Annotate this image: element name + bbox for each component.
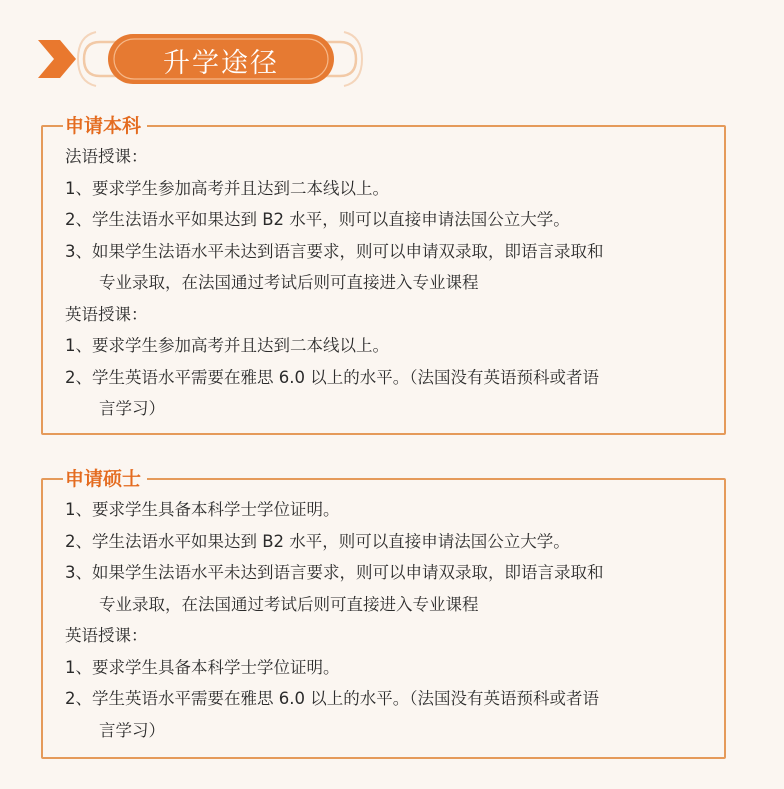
text-line: 1、要求学生具备本科学士学位证明。 bbox=[65, 657, 340, 677]
text-line: 2、学生英语水平需要在雅思 6.0 以上的水平。（法国没有英语预科或者语 bbox=[65, 367, 599, 387]
chevron-right-icon bbox=[38, 40, 76, 78]
text-line: 3、如果学生法语水平未达到语言要求，则可以申请双录取，即语言录取和 bbox=[65, 563, 604, 582]
text-line: 1、要求学生具备本科学士学位证明。 bbox=[65, 500, 340, 519]
section-title: 申请本科 bbox=[63, 113, 147, 139]
text-line: 2、学生英语水平需要在雅思 6.0 以上的水平。（法国没有英语预科或者语 bbox=[65, 689, 599, 708]
text-line: 英语授课： bbox=[65, 304, 148, 324]
text-line: 1、要求学生参加高考并且达到二本线以上。 bbox=[65, 178, 389, 198]
text-line: 2、学生法语水平如果达到 B2 水平，则可以直接申请法国公立大学。 bbox=[65, 210, 570, 229]
section-title: 申请硕士 bbox=[63, 466, 147, 492]
text-line: 专业录取，在法国通过考试后则可直接进入专业课程 bbox=[99, 273, 479, 292]
text-line: 1、要求学生参加高考并且达到二本线以上。 bbox=[65, 336, 389, 355]
section-master bbox=[41, 468, 726, 759]
section-undergraduate bbox=[41, 115, 726, 435]
text-line: 法语授课： bbox=[65, 147, 148, 166]
page-title: 升学途径 bbox=[163, 47, 279, 79]
text-line: 2、学生法语水平如果达到 B2 水平，则可以直接申请法国公立大学。 bbox=[65, 531, 570, 551]
text-line: 英语授课： bbox=[65, 626, 148, 645]
text-line: 言学习） bbox=[99, 720, 165, 740]
section-body bbox=[65, 141, 712, 425]
section-header bbox=[0, 0, 784, 110]
text-line: 3、如果学生法语水平未达到语言要求，则可以申请双录取，即语言录取和 bbox=[65, 241, 604, 261]
text-line: 言学习） bbox=[99, 399, 165, 418]
text-line: 专业录取，在法国通过考试后则可直接进入专业课程 bbox=[99, 594, 479, 614]
section-body bbox=[65, 494, 712, 746]
